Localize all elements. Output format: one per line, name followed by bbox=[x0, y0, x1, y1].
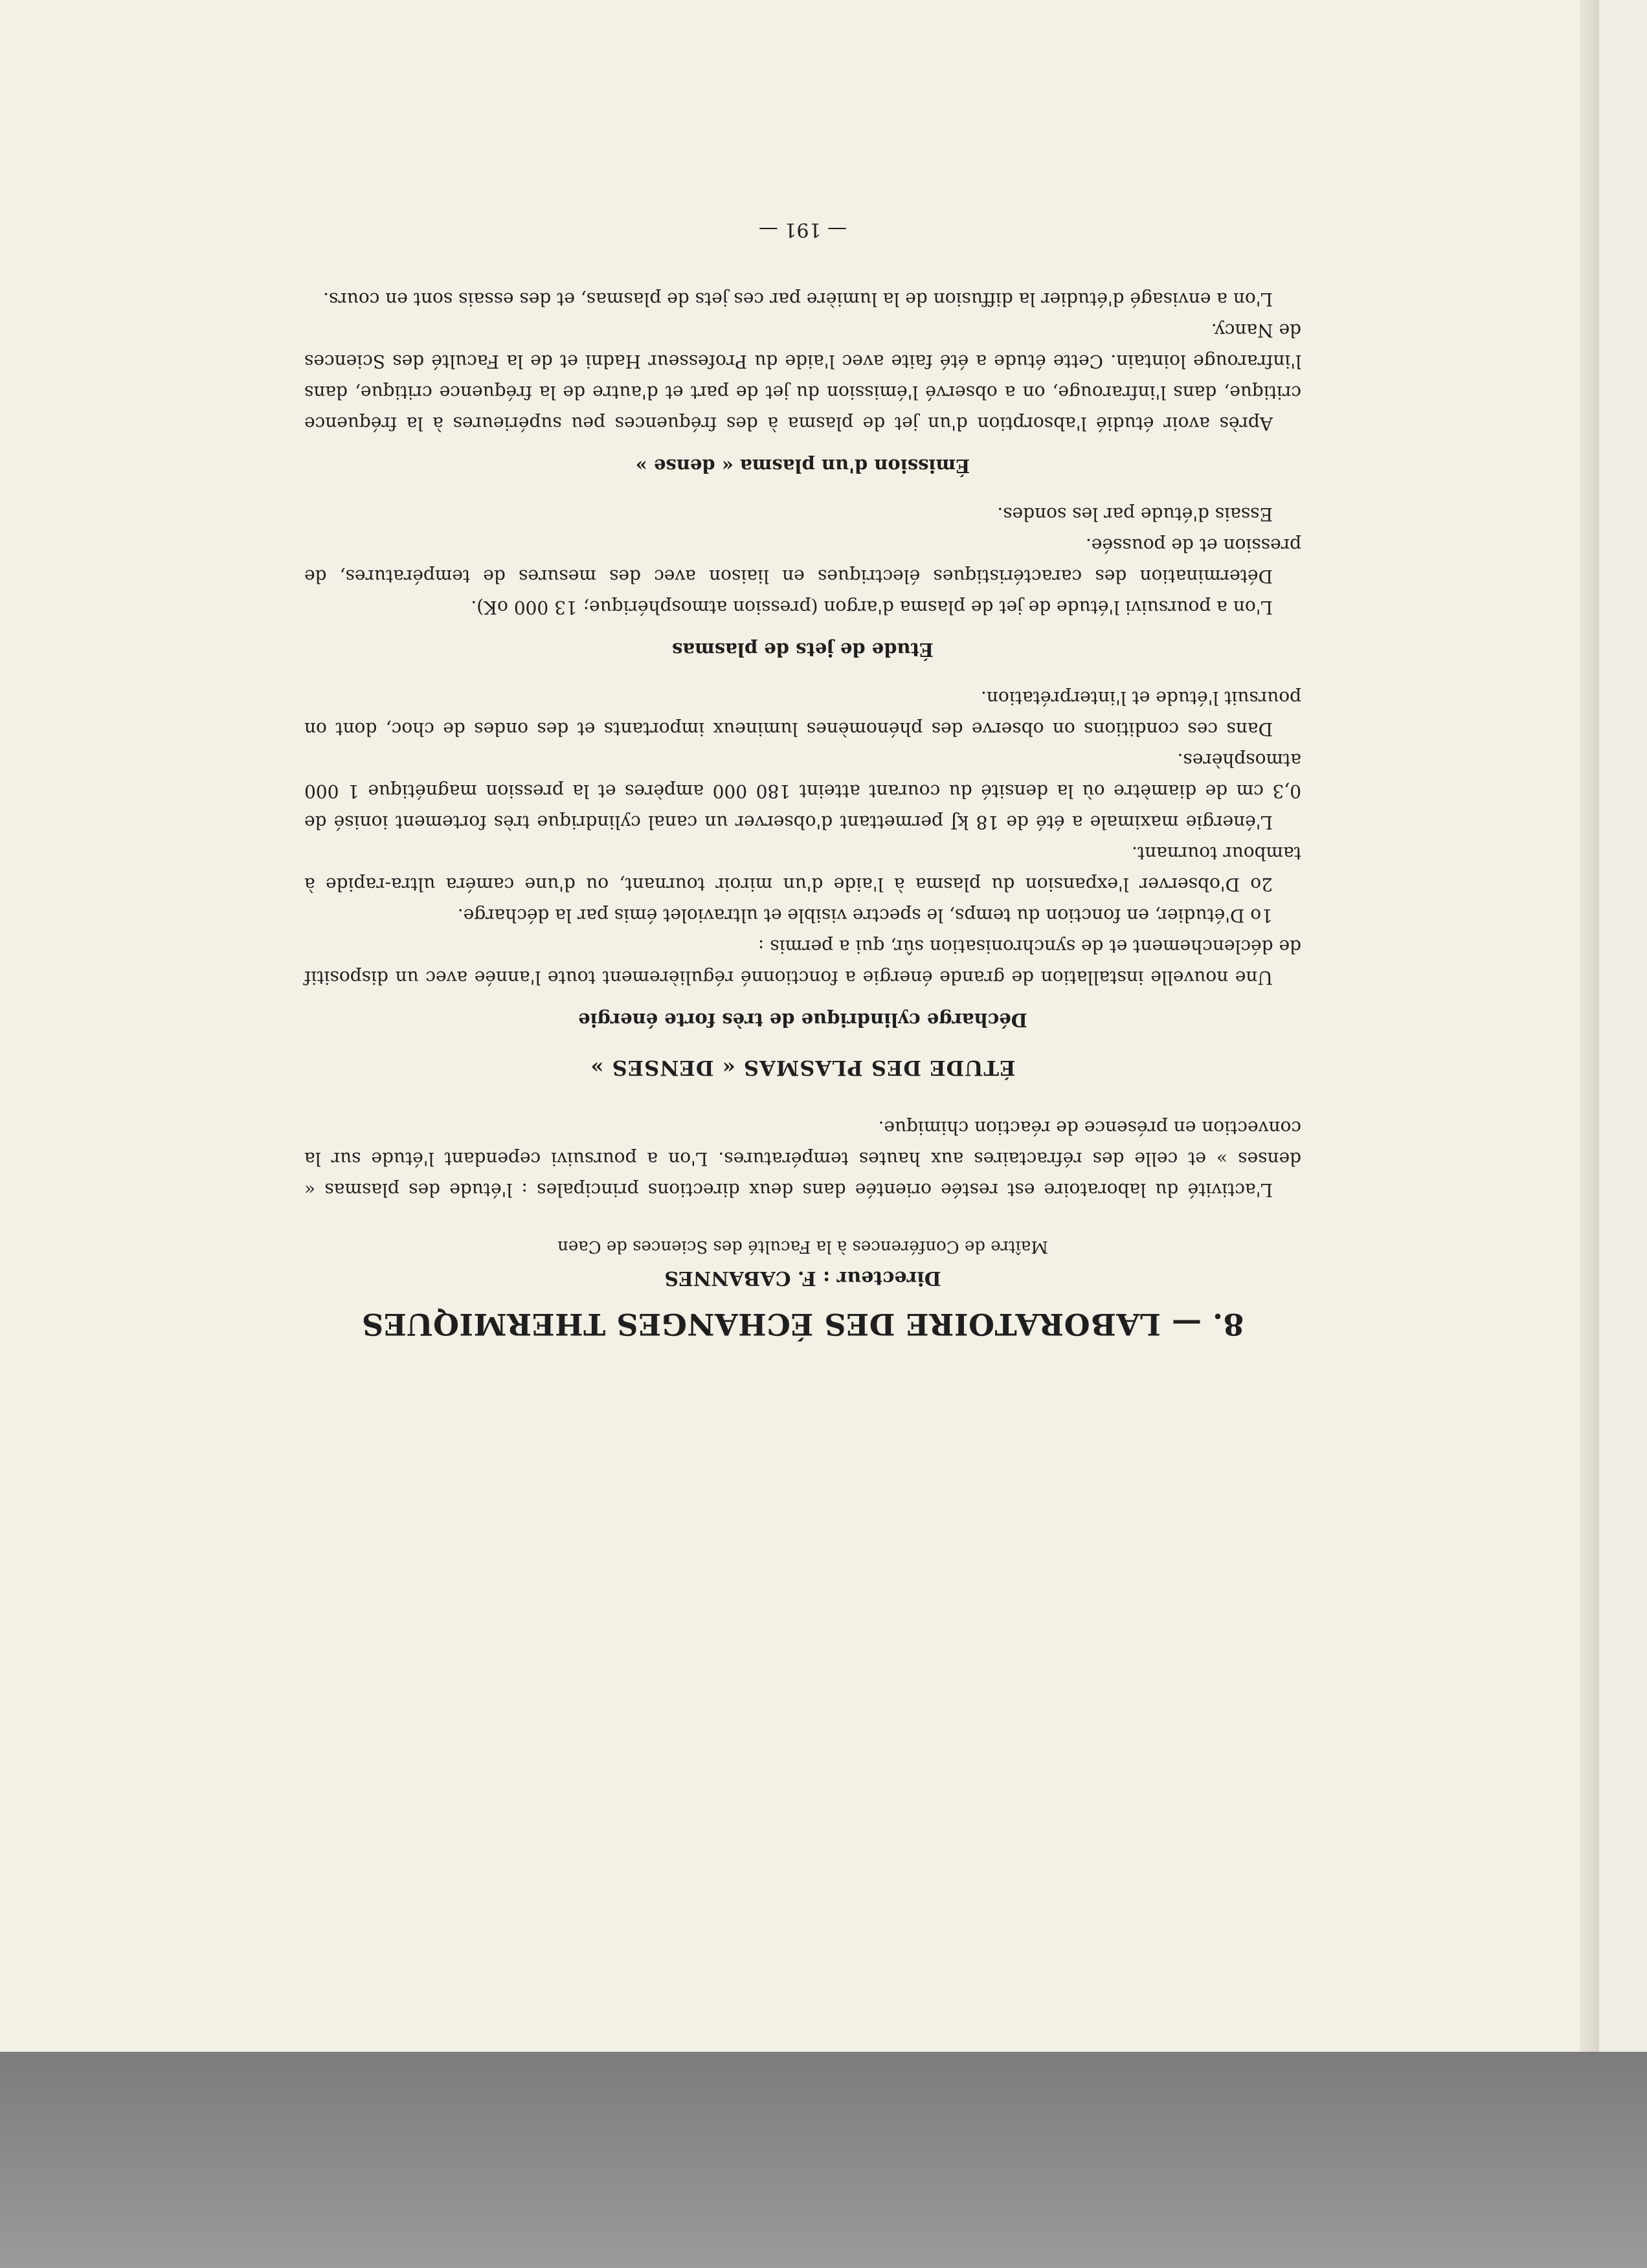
section-title: ÉTUDE DES PLASMAS « DENSES » bbox=[590, 1056, 1016, 1080]
intro-paragraph: L'activité du laboratoire est restée orientée dans deux directions principales : l'étude des plasmas « denses » et celle des réfractaires aux hautes températures. L'on a poursuivi cependant l'étude sur la convection en présence de réaction chimique. bbox=[304, 1117, 1301, 1201]
paragraph: L'on a poursuivi l'étude de jet de plasma d'argon (pression atmosphérique; 13 000 oK). bbox=[471, 597, 1273, 618]
page-edge-shadow bbox=[1580, 0, 1599, 2052]
paragraph: Après avoir étudié l'absorption d'un jet de plasma à des fréquences peu supérieures à la fréquence critique, dans l'infrarouge, on a observé l'émission du jet de part et d'autre de la fréquence critique, dans l'infrarouge lointain. Cette étude a été faite avec l'aide du Professeur Hadni et de la Faculté des Sciences de Nancy. bbox=[304, 320, 1301, 434]
subsection-title-2: Étude de jets de plasmas bbox=[671, 639, 934, 661]
paragraph: Une nouvelle installation de grande énergie a fonctionné régulièrement toute l'année avec un dispositif de déclenchement et de synchronisation sûr, qui a permis : bbox=[304, 936, 1301, 988]
subsection-title-3: Émission d'un plasma « dense » bbox=[635, 455, 970, 477]
paragraph: Dans ces conditions on observe des phénomènes lumineux importants et des ondes de choc, dont on poursuit l'étude et l'interprétation. bbox=[304, 687, 1301, 740]
page-number: — 191 — bbox=[758, 218, 847, 241]
scanner-margin bbox=[1599, 0, 1647, 2052]
affiliation-line: Maître de Conférences à la Faculté des Sciences de Caen bbox=[557, 1237, 1048, 1256]
director-line: Directeur : F. CABANNES bbox=[664, 1267, 941, 1289]
paragraph: 2o D'observer l'expansion du plasma à l'aide d'un miroir tournant, ou d'une caméra ultra-rapide à tambour tournant. bbox=[304, 843, 1301, 895]
paragraph: 1o D'étudier, en fonction du temps, le spectre visible et ultraviolet émis par la décharge. bbox=[457, 905, 1273, 926]
chapter-title: 8. — LABORATOIRE DES ÉCHANGES THERMIQUES bbox=[361, 1307, 1244, 1342]
paragraph: Détermination des caractéristiques électriques en liaison avec des mesures de températures, de pression et de poussée. bbox=[304, 535, 1301, 587]
paragraph: Essais d'étude par les sondes. bbox=[997, 504, 1273, 525]
scanner-background bbox=[0, 2052, 1647, 2268]
paragraph: L'on a envisagé d'étudier la diffusion de la lumière par ces jets de plasmas, et des essais sont en cours. bbox=[323, 289, 1273, 310]
subsection-title-1: Décharge cylindrique de très forte énergie bbox=[578, 1009, 1027, 1031]
paragraph: L'énergie maximale a été de 18 kJ permettant d'observer un canal cylindrique très fortement ionisé de 0,3 cm de diamètre où la densité du courant atteint 180 000 ampères et la pression magnétique 1 000 atmosphères. bbox=[304, 750, 1301, 833]
page-content-rotated bbox=[304, 214, 1301, 1344]
